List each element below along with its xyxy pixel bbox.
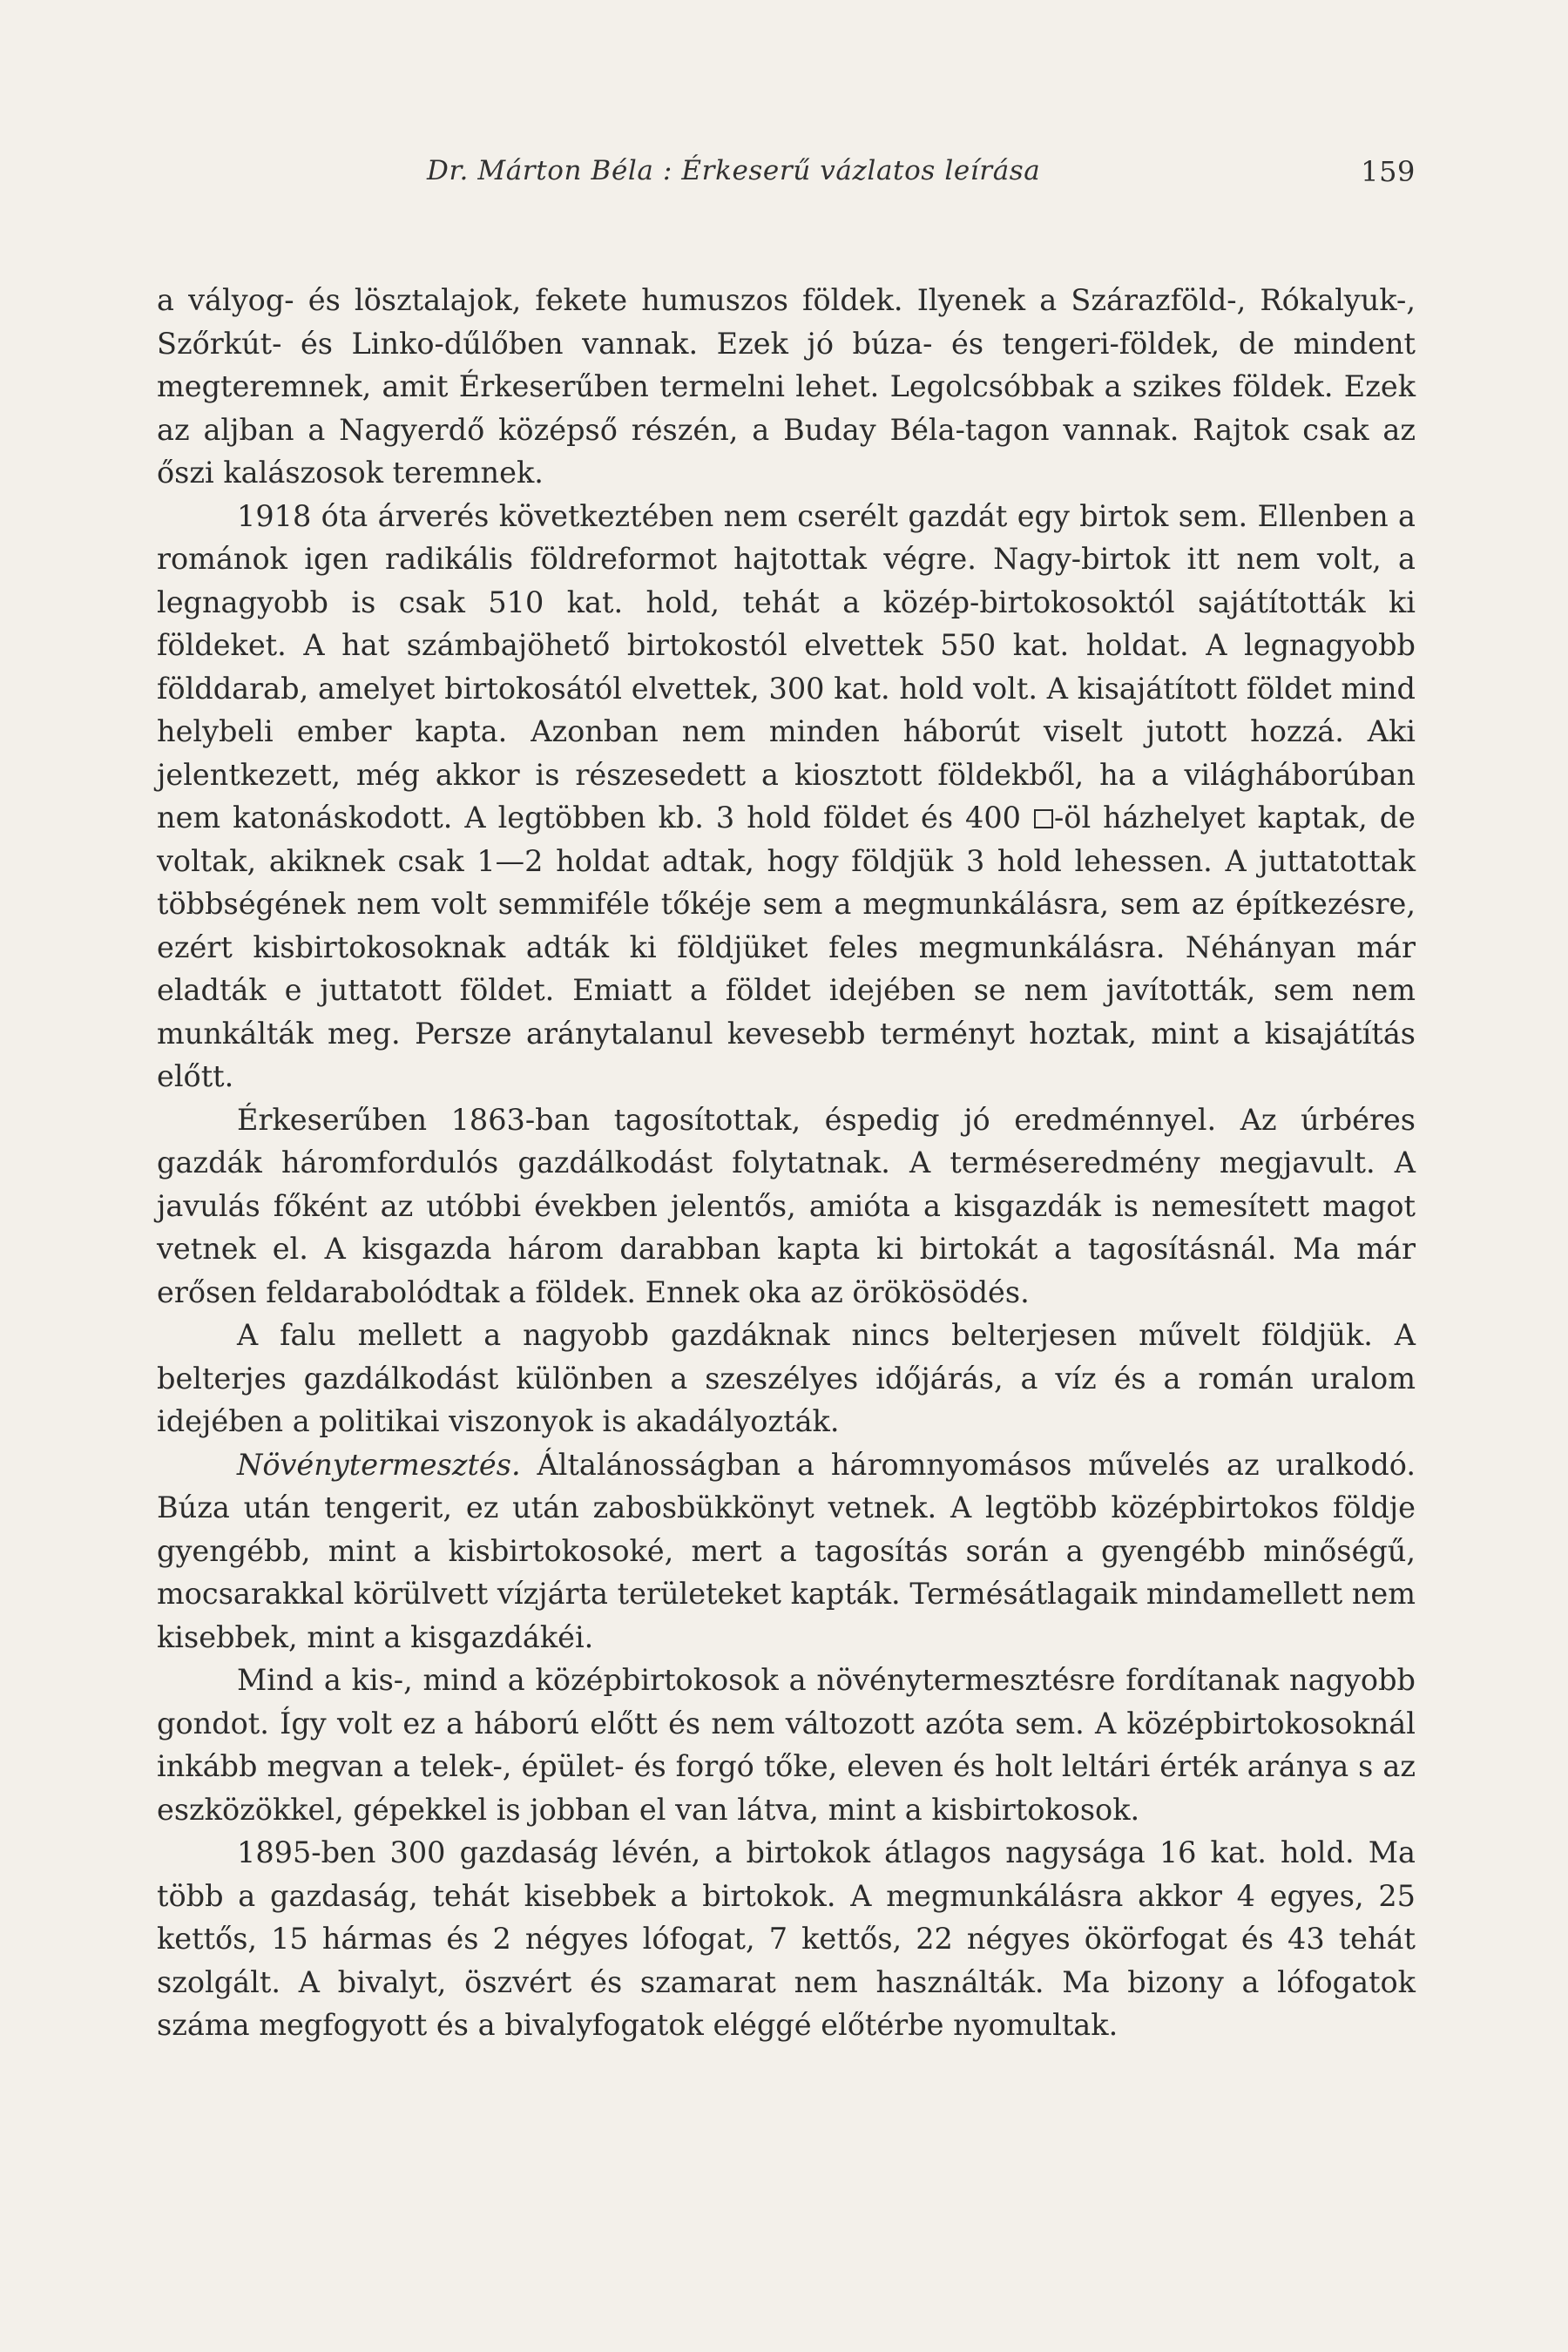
paragraph-intensive-farming: A falu mellett a nagyobb gazdáknak nincs belterjesen művelt földjük. A belterjes gazdálkodást különben a szeszélyes időjárás, a víz és a román uralom idejében a politikai viszonyok is akadályozták. [157, 1318, 1416, 1438]
paragraph-consolidation: Érkeserűben 1863-ban tagosítottak, éspedig jó eredménnyel. Az úrbéres gazdák háromfordulós gazdálkodást folytatnak. A terméseredmény megjavult. A javulás főként az utóbbi években jelentős, amióta a kisgazdák is nemesített magot vetnek el. A kisgazda három darabban kapta ki birtokát a tagosításnál. Ma már erősen feldarabolódtak a földek. Ennek oka az örökösödés. [157, 1102, 1416, 1309]
body-text [157, 279, 1416, 2047]
paragraph-land-reform [157, 495, 1416, 1098]
paragraph-capital: Mind a kis-, mind a középbirtokosok a növénytermesztésre fordítanak nagyobb gondot. Így volt ez a háború előtt és nem változott azóta sem. A középbirtokosoknál inkább megvan a telek-, épület- és forgó tőke, eleven és holt leltári érték aránya s az eszközökkel, gépekkel is jobban el van látva, mint a kisbirtokosok. [157, 1663, 1416, 1827]
paragraph-land-reform-part-1: 1918 óta árverés következtében nem cserélt gazdát egy birtok sem. Ellenben a románok igen radikális földreformot hajtottak végre. Nagy-birtok itt nem volt, a legnagyobb is csak 510 kat. hold, tehát a közép-birtokosoktól sajátították ki földeket. A hat számbajöhető birtokostól elvettek 550 kat. holdat. A legnagyobb földdarab, amelyet birtokosától elvettek, 300 kat. hold volt. A kisajátított földet mind helybeli ember kapta. Azonban nem minden háborút viselt jutott hozzá. Aki jelentkezett, még akkor is részesedett a kiosztott földekből, ha a világháborúban nem katonáskodott. A legtöbben kb. 3 hold földet és 400 [157, 498, 1416, 835]
section-heading-crop-production: Növénytermesztés. [237, 1447, 521, 1482]
page-number: 159 [1361, 155, 1416, 188]
paragraph-soil-types: a vályog- és lösztalajok, fekete humuszos földek. Ilyenek a Szárazföld-, Rókalyuk-, Szőrkút- és Linko-dűlőben vannak. Ezek jó búza- és tengeri-földek, de mindent megteremnek, amit Érkeserűben termelni lehet. Legolcsóbbak a szikes földek. Ezek az aljban a Nagyerdő középső részén, a Buday Béla-tagon vannak. Rajtok csak az őszi kalászosok teremnek. [157, 283, 1416, 490]
paragraph-crop-production-text: Általánosságban a háromnyomásos művelés az uralkodó. Búza után tengerit, ez után zabosbükkönyt vetnek. A legtöbb középbirtokos földje gyengébb, mint a kisbirtokosoké, mert a tagosítás során a gyengébb minőségű, mocsarakkal körülvett vízjárta területeket kapták. Termésátlagaik mindamellett nem kisebbek, mint a kisgazdákéi. [157, 1447, 1416, 1654]
paragraph-land-reform-part-2: -öl házhelyet kaptak, de voltak, akiknek csak 1—2 holdat adtak, hogy földjük 3 hold lehessen. A juttatottak többségének nem volt semmiféle tőkéje sem a megmunkálásra, sem az építkezésre, ezért kisbirtokosoknak adták ki földjüket feles megmunkálásra. Néhányan már eladták e juttatott földet. Emiatt a földet idejében se nem javították, sem nem munkálták meg. Persze aránytalanul kevesebb terményt hoztak, mint a kisajátítás előtt. [157, 801, 1416, 1093]
running-head-title: Dr. Márton Béla : Érkeserű vázlatos leírása [427, 155, 1041, 186]
running-head [427, 155, 1416, 193]
paragraph-draft-animals: 1895-ben 300 gazdaság lévén, a birtokok átlagos nagysága 16 kat. hold. Ma több a gazdaság, tehát kisebbek a birtokok. A megmunkálásra akkor 4 egyes, 25 kettős, 15 hármas és 2 négyes lófogat, 7 kettős, 22 négyes ökörfogat és 43 tehát szolgált. A bivalyt, öszvért és szamarat nem használták. Ma bizony a lófogatok száma megfogyott és a bivalyfogatok eléggé előtérbe nyomultak. [157, 1835, 1416, 2042]
paragraph-crop-production [157, 1443, 1416, 1659]
square-unit-icon [1034, 809, 1053, 828]
